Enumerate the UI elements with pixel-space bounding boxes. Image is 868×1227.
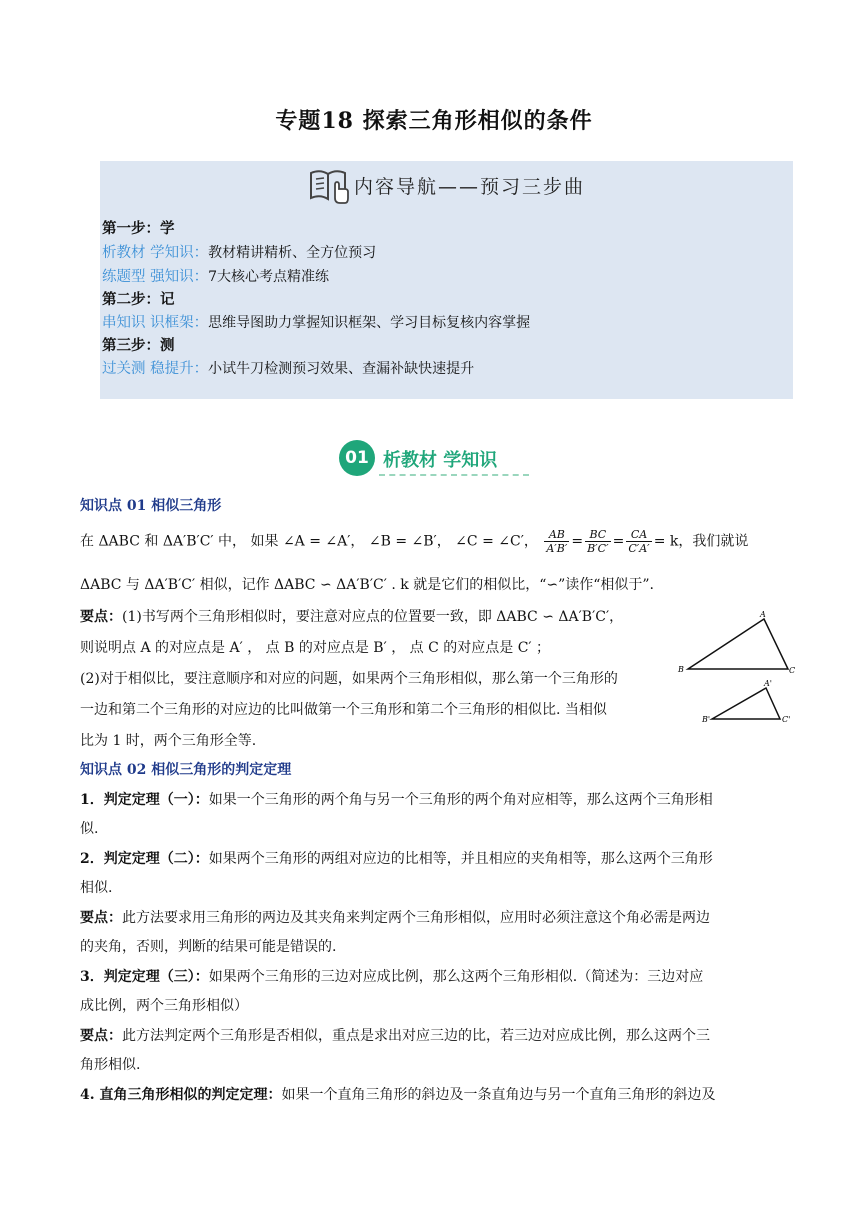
- kp1-note-line-1: 要点：(1)书写两个三角形相似时，要注意对应点的位置要一致，即 ΔABC ∽ ΔA′B′C′，: [80, 609, 624, 625]
- nav-row-2-tag: 练题型 强知识：: [102, 269, 209, 285]
- label-b: B: [678, 665, 684, 674]
- fraction-ca: $\frac{CA}{C'A'}$: [628, 528, 650, 555]
- kp1-note-line-2: 则说明点 A 的对应点是 A′ ， 点 B 的对应点是 B′ ， 点 C 的对应点是 C′ ；: [80, 640, 551, 656]
- kp1-note-line-5: 比为 1 时，两个三角形全等.: [80, 733, 257, 749]
- theorem-4-line-1: 4. 直角三角形相似的判定定理：如果一个直角三角形的斜边及一条直角边与另一个直角三角形的斜边及: [80, 1087, 716, 1103]
- note-3-line-1: 要点：此方法判定两个三角形是否相似，重点是求出对应三边的比，若三边对应成比例，那么这两个三: [80, 1028, 710, 1044]
- nav-heading: 内容导航——预习三步曲: [353, 175, 585, 198]
- kp1-note-label: 要点：: [80, 609, 122, 625]
- note-2-line-2: 的夹角，否则，判断的结果可能是错误的.: [80, 939, 337, 955]
- section-number: 01: [339, 440, 375, 476]
- kp1-def-a: 在 ΔABC 和 ΔA′B′C′ 中， 如果 ∠A = ∠A′， ∠B = ∠B′， ∠C = ∠C′，: [80, 533, 538, 550]
- note-2-line-1: 要点：此方法要求用三角形的两边及其夹角来判定两个三角形相似，应用时必须注意这个角必需是两边: [80, 910, 710, 926]
- nav-row-1-tag: 析教材 学知识：: [102, 245, 209, 261]
- book-pointer-icon: [308, 165, 350, 205]
- fraction-bc: $\frac{BC}{B'C'}$: [587, 528, 609, 555]
- fraction-ab: $\frac{AB}{A'B'}$: [546, 528, 568, 555]
- theorem-3-line-2: 成比例，两个三角形相似）: [80, 998, 248, 1014]
- kp1-definition-line-1: 在 ΔABC 和 ΔA′B′C′ 中， 如果 ∠A = ∠A′， ∠B = ∠B′， ∠C = ∠C′， $\frac{AB}{A'B'}$ = $\frac{BC}{B'C'}$ = $\frac{CA}{C'A'}$ = k，我们就说: [80, 528, 749, 555]
- nav-row-1: [102, 241, 376, 262]
- label-b-prime: B': [702, 715, 711, 724]
- nav-row-2: [102, 265, 329, 286]
- triangle-abc-prime: [712, 688, 780, 719]
- kp1-title: 知识点 01 相似三角形: [80, 498, 222, 514]
- kp1-note-line-4: 一边和第二个三角形的对应边的比叫做第一个三角形和第二个三角形的相似比. 当相似: [80, 702, 607, 718]
- step-2-label: 第二步：记: [102, 291, 175, 308]
- label-c-prime: C': [782, 715, 791, 724]
- nav-row-2-desc: 7大核心考点精准练: [208, 269, 330, 285]
- theorem-3-line-1: 3．判定定理（三）：如果两个三角形的三边对应成比例，那么这两个三角形相似.（简述为：三边对应: [80, 969, 704, 985]
- step-1-label: 第一步：学: [102, 220, 175, 237]
- theorem-2-line-2: 相似.: [80, 880, 113, 896]
- nav-header: [100, 165, 793, 205]
- kp1-note-line-3: (2)对于相似比，要注意顺序和对应的问题，如果两个三角形相似，那么第一个三角形的: [80, 671, 618, 687]
- section-badge: [339, 440, 529, 478]
- kp1-definition-line-2: ΔABC 与 ΔA′B′C′ 相似，记作 ΔABC ∽ ΔA′B′C′ . k 就是它们的相似比，“∽”读作“相似于”.: [80, 577, 654, 593]
- similar-triangles-figure: [676, 607, 796, 732]
- nav-row-4-tag: 过关测 稳提升：: [102, 361, 209, 377]
- page-title: 专题18 探索三角形相似的条件: [275, 108, 593, 134]
- nav-row-4: [102, 357, 474, 378]
- section-title: 析教材 学知识: [383, 450, 498, 471]
- nav-row-1-desc: 教材精讲精析、全方位预习: [208, 245, 377, 261]
- step-3-label: 第三步：测: [102, 337, 175, 354]
- theorem-2-line-1: 2．判定定理（二）：如果两个三角形的两组对应边的比相等，并且相应的夹角相等，那么这两个三角形: [80, 851, 713, 867]
- nav-row-3: [102, 311, 530, 332]
- theorem-1-line-2: 似.: [80, 821, 99, 837]
- label-a-prime: A': [764, 679, 772, 688]
- kp1-def-b: = k，我们就说: [653, 533, 749, 550]
- theorem-1-line-1: 1．判定定理（一）：如果一个三角形的两个角与另一个三角形的两个角对应相等，那么这两个三角形相: [80, 792, 713, 808]
- label-c: C: [789, 666, 796, 675]
- triangle-abc: [688, 619, 788, 669]
- section-underline: [379, 474, 529, 476]
- nav-row-3-tag: 串知识 识框架：: [102, 315, 209, 331]
- nav-row-4-desc: 小试牛刀检测预习效果、查漏补缺快速提升: [208, 361, 475, 377]
- kp2-title: 知识点 02 相似三角形的判定定理: [80, 762, 292, 778]
- label-a: A: [760, 610, 766, 619]
- content-navigation-box: [100, 161, 793, 399]
- note-3-line-2: 角形相似.: [80, 1057, 141, 1073]
- nav-row-3-desc: 思维导图助力掌握知识框架、学习目标复核内容掌握: [208, 315, 531, 331]
